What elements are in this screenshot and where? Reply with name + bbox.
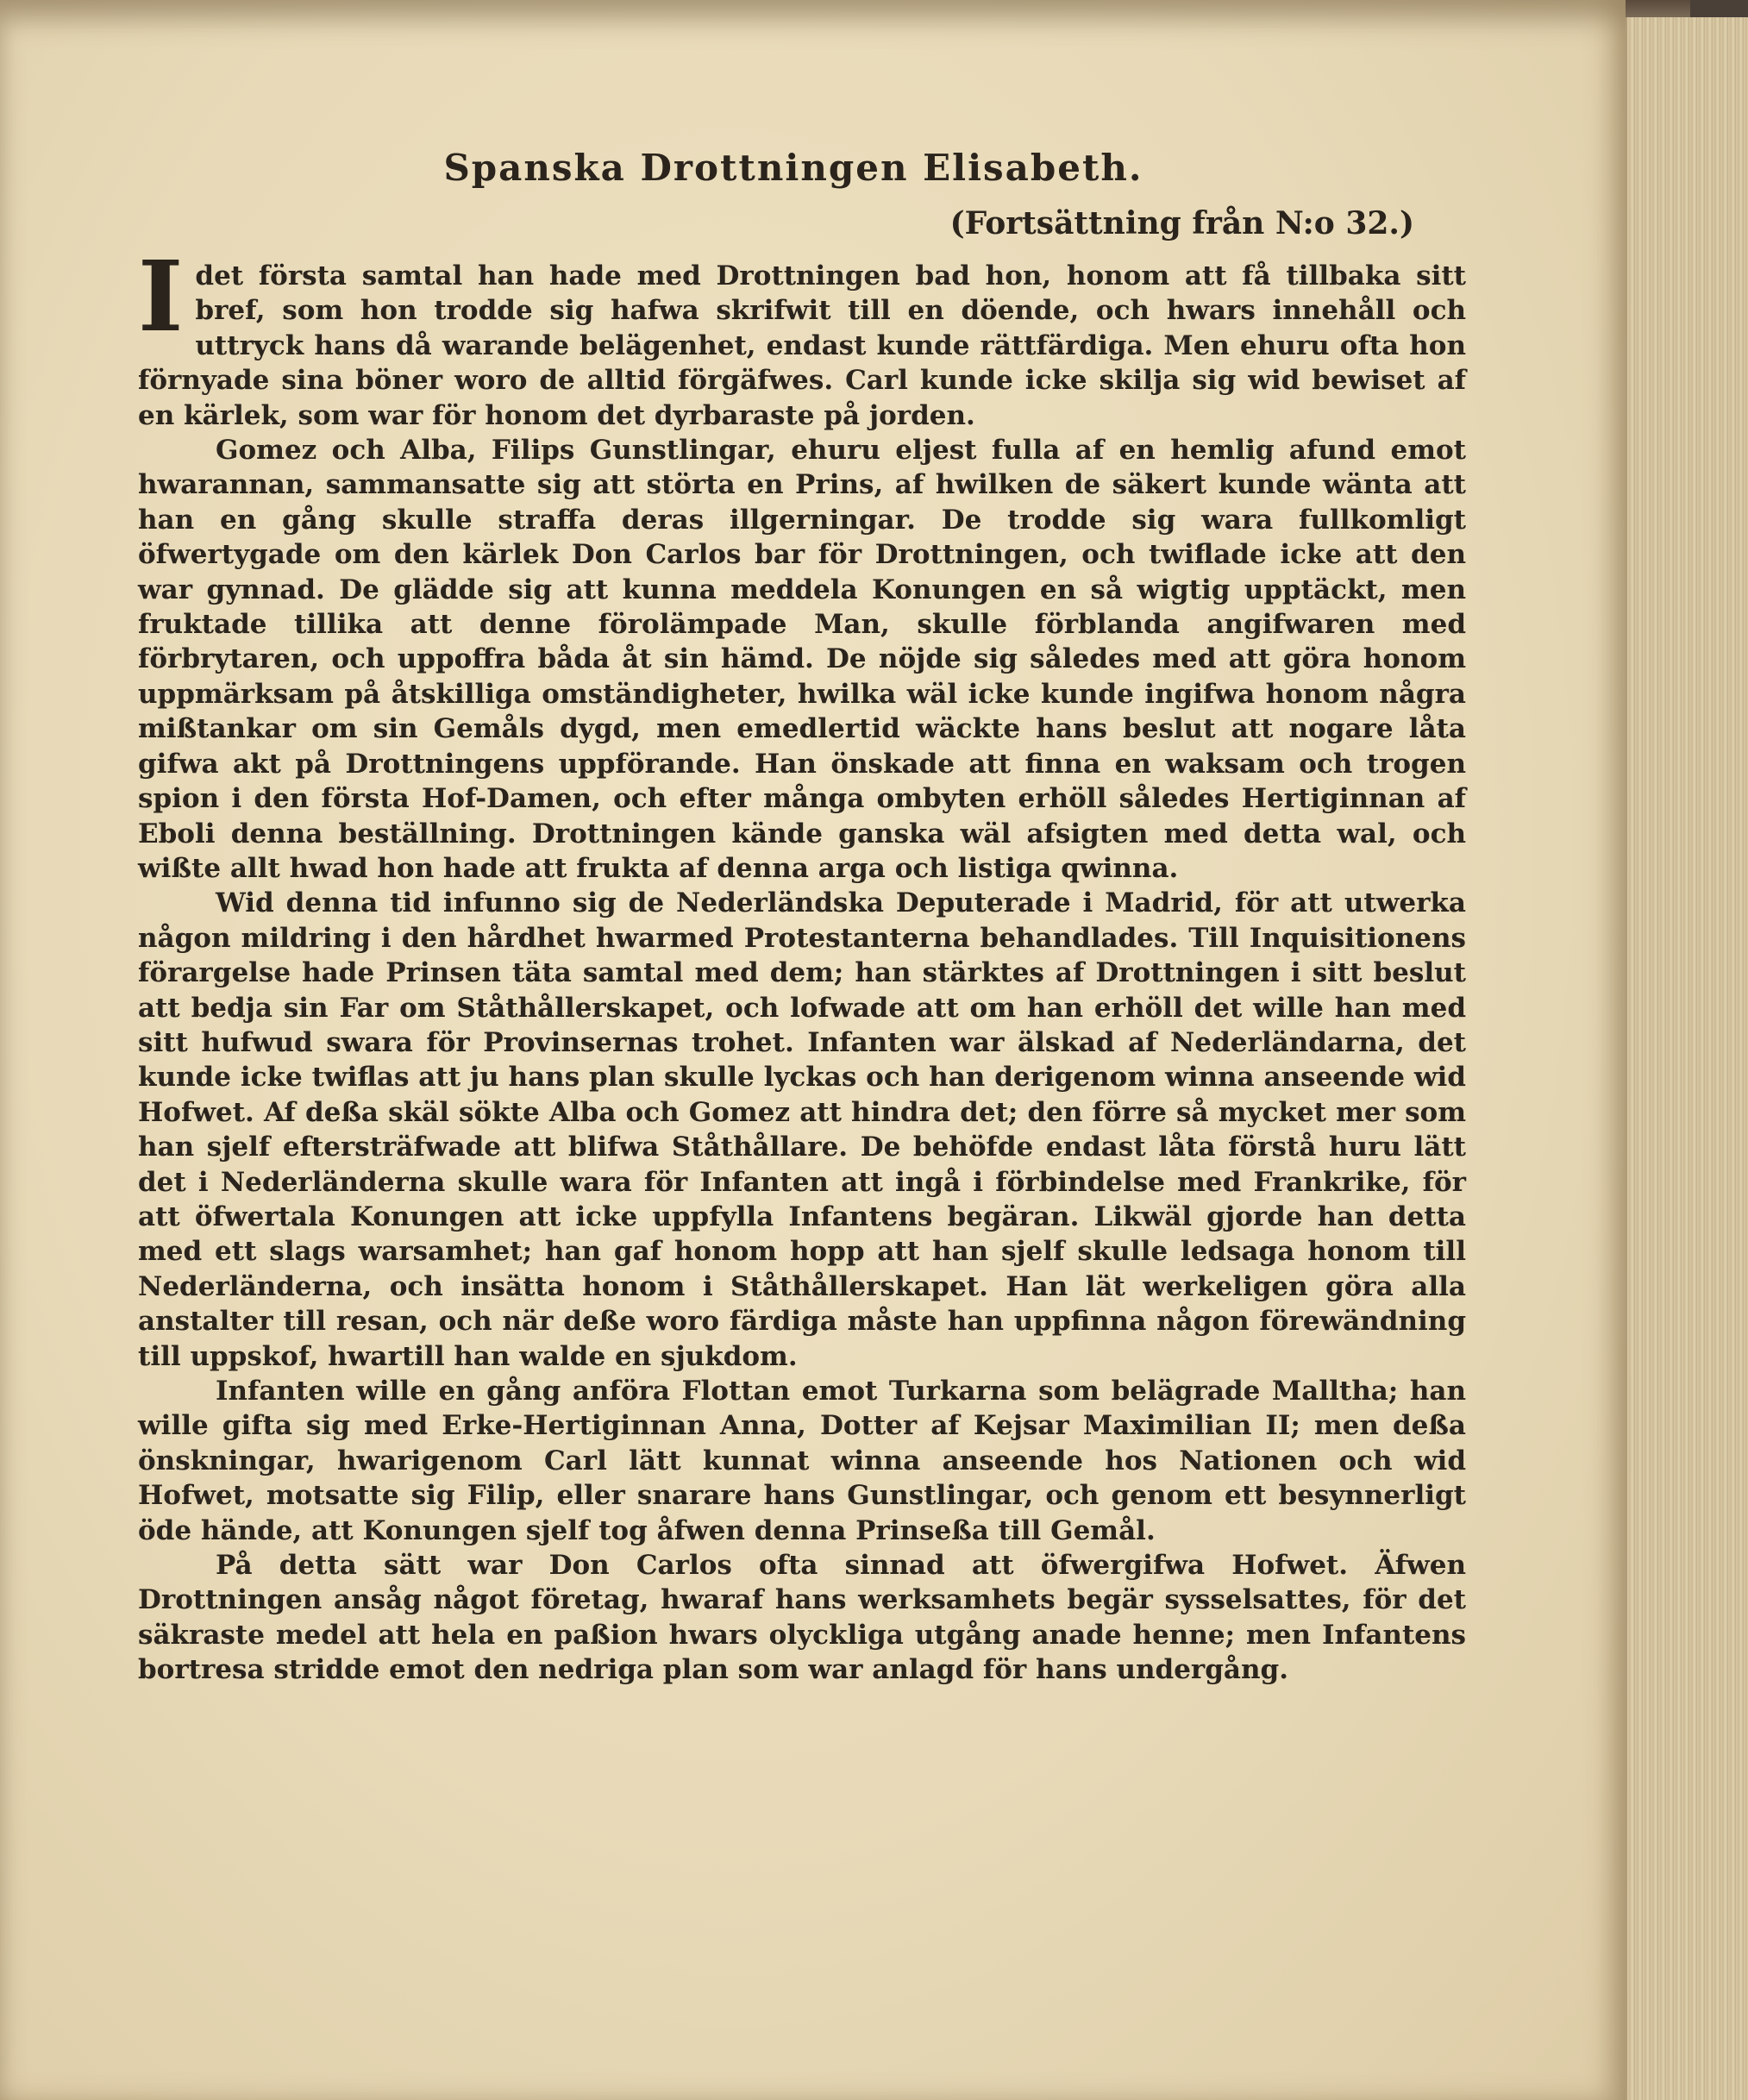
paragraph-1-text: det första samtal han hade med Drottningen bad hon, honom att få tillbaka sitt bref, som hon trodde sig hafwa skrifwit till en döende, och hwars innehåll och uttryck hans då warande belägenhet, endast kunde rättfärdiga. Men ehuru ofta hon förnyade sina böner woro de alltid förgäfwes. Carl kunde icke skilja sig wid bewiset af en kärlek, som war för honom det dyrbaraste på jorden. bbox=[138, 260, 1466, 431]
continuation-note: (Fortsättning från N:o 32.) bbox=[949, 205, 1414, 241]
drop-cap: I bbox=[138, 241, 184, 354]
book-page-edges bbox=[1626, 17, 1748, 2100]
paragraph-3: Wid denna tid infunno sig de Nederländska Deputerade i Madrid, för att utwerka någon mildring i den hårdhet hwarmed Protestanterna behandlades. Till Inquisitionens förargelse hade Prinsen täta samtal med dem; han stärktes af Drottningen i sitt beslut att bedja sin Far om Ståthållerskapet, och lofwade att om han erhöll det wille han med sitt hufwud swara för Provinsernas trohet. Infanten war älskad af Nederländarna, det kunde icke twiflas att ju hans plan skulle lyckas och han derigenom winna anseende wid Hofwet. Af deßa skäl sökte Alba och Gomez att hindra det; den förre så mycket mer som han sjelf eftersträfwade att blifwa Ståthållare. De behöfde endast låta förstå huru lätt det i Nederländerna skulle wara för Infanten att ingå i förbindelse med Frankrike, för att öfwertala Konungen att icke uppfylla Infantens begäran. Likwäl gjorde han detta med ett slags warsamhet; han gaf honom hopp att han sjelf skulle ledsaga honom till Nederländerna, och insätta honom i Ståthållerskapet. Han lät werkeligen göra alla anstalter till resan, och när deße woro färdiga måste han uppfinna någon förewändning till uppskof, hwartill han walde en sjukdom. bbox=[138, 887, 1466, 1372]
page-title: Spanska Drottningen Elisabeth. bbox=[443, 147, 1143, 189]
page-header bbox=[138, 147, 1449, 259]
article-body bbox=[138, 241, 1466, 1688]
paragraph-4: Infanten wille en gång anföra Flottan emot Turkarna som belägrade Malltha; han wille gifta sig med Erke-Hertiginnan Anna, Dotter af Kejsar Maximilian II; men deßa önskningar, hwarigenom Carl lätt kunnat winna anseende hos Nationen och wid Hofwet, motsatte sig Filip, eller snarare hans Gunstlingar, och genom ett besynnerligt öde hände, att Konungen sjelf tog åfwen denna Prinseßa till Gemål. bbox=[138, 1376, 1466, 1546]
paragraph-1 bbox=[138, 241, 1466, 433]
paragraph-5: På detta sätt war Don Carlos ofta sinnad att öfwergifwa Hofwet. Äfwen Drottningen ansåg något företag, hwaraf hans werksamhets begär sysselsattes, för det säkraste medel att hela en paßion hwars olyckliga utgång anade henne; men Infantens bortresa stridde emot den nedriga plan som war anlagd för hans undergång. bbox=[138, 1550, 1466, 1686]
paragraph-2: Gomez och Alba, Filips Gunstlingar, ehuru eljest fulla af en hemlig afund emot hwarannan, sammansatte sig att störta en Prins, af hwilken de säkert kunde wänta att han en gång skulle straffa deras illgerningar. De trodde sig wara fullkomligt öfwertygade om den kärlek Don Carlos bar för Drottningen, och twiflade icke att den war gynnad. De glädde sig att kunna meddela Konungen en så wigtig upptäckt, men fruktade tillika att denne förolämpade Man, skulle förblanda angifwaren med förbrytaren, och uppoffra båda åt sin hämd. De nöjde sig således med att göra honom uppmärksam på åtskilliga omständigheter, hwilka wäl icke kunde ingifwa honom några mißtankar om sin Gemåls dygd, men emedlertid wäckte hans beslut att nogare låta gifwa akt på Drottningens uppförande. Han önskade att finna en waksam och trogen spion i den första Hof-Damen, och efter många ombyten erhöll således Hertiginnan af Eboli denna beställning. Drottningen kände ganska wäl afsigten med detta wal, och wißte allt hwad hon hade att frukta af denna arga och listiga qwinna. bbox=[138, 435, 1466, 884]
